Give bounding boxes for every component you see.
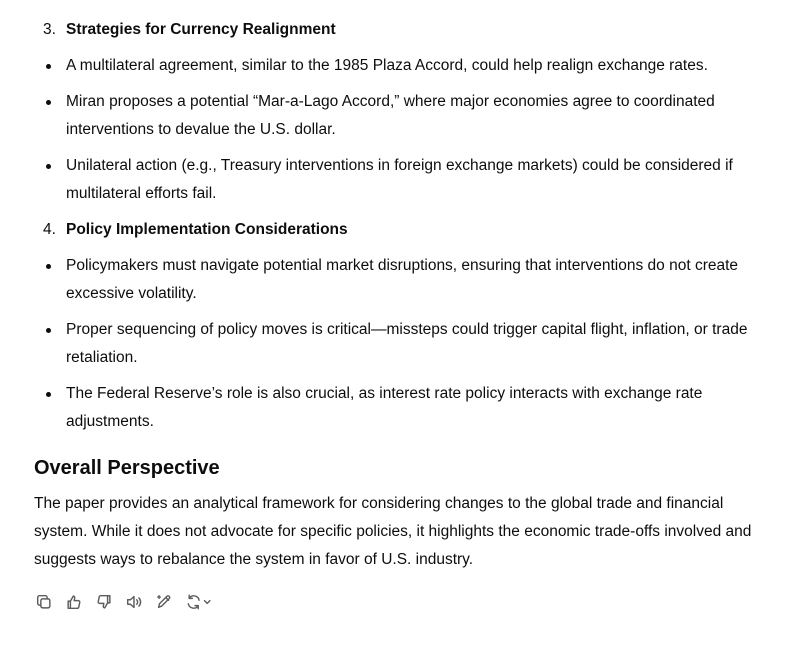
section-heading: Overall Perspective <box>34 457 220 479</box>
list-item-text: A multilateral agreement, similar to the 1985 Plaza Accord, could help realign exchange rates. <box>66 57 708 74</box>
bullet-dot <box>46 264 51 269</box>
thumbs-up-icon <box>65 593 83 611</box>
speaker-icon <box>125 593 143 611</box>
edit-button[interactable] <box>154 592 174 612</box>
bullet-dot <box>46 164 51 169</box>
summary-paragraph: The paper provides an analytical framework for considering changes to the global trade and financial system. While it does not advocate for specific policies, it highlights the economic trade-offs involved and suggests ways to rebalance the system in favor of U.S. industry. <box>34 495 752 568</box>
chevron-down-icon <box>205 601 210 604</box>
list-item-text: Proper sequencing of policy moves is critical—missteps could trigger capital flight, inflation, or trade retaliation. <box>66 321 748 366</box>
item-number: 3. <box>43 21 56 38</box>
list-item <box>2 316 774 372</box>
list-item <box>2 252 774 308</box>
copy-button[interactable] <box>34 592 54 612</box>
list-item-text: The Federal Reserve’s role is also crucial, as interest rate policy interacts with exchange rate adjustments. <box>66 385 703 430</box>
numbered-item-4 <box>34 216 774 244</box>
bullet-dot <box>46 392 51 397</box>
bullet-dot <box>46 328 51 333</box>
message-content <box>34 16 774 574</box>
bullet-dot <box>46 64 51 69</box>
copy-icon <box>35 593 53 611</box>
item-title: Policy Implementation Considerations <box>66 221 348 238</box>
read-aloud-button[interactable] <box>124 592 144 612</box>
list-item-text: Unilateral action (e.g., Treasury interventions in foreign exchange markets) could be considered if multilateral efforts fail. <box>66 157 733 202</box>
thumbs-up-button[interactable] <box>64 592 84 612</box>
numbered-item-3 <box>34 16 774 44</box>
bullet-dot <box>46 100 51 105</box>
message-action-bar <box>34 592 216 612</box>
list-item <box>2 380 774 436</box>
list-item-text: Miran proposes a potential “Mar-a-Lago Accord,” where major economies agree to coordinated interventions to devalue the U.S. dollar. <box>66 93 715 138</box>
thumbs-down-icon <box>95 593 113 611</box>
list-item <box>2 152 774 208</box>
pencil-sparkle-icon <box>155 593 173 611</box>
bullet-list <box>34 252 774 436</box>
item-number: 4. <box>43 221 56 238</box>
item-title: Strategies for Currency Realignment <box>66 21 336 38</box>
bullet-list <box>34 52 774 208</box>
refresh-icon <box>185 593 215 611</box>
list-item <box>2 88 774 144</box>
thumbs-down-button[interactable] <box>94 592 114 612</box>
list-item <box>2 52 774 80</box>
regenerate-button[interactable] <box>184 592 216 612</box>
list-item-text: Policymakers must navigate potential market disruptions, ensuring that interventions do not create excessive volatility. <box>66 257 739 302</box>
